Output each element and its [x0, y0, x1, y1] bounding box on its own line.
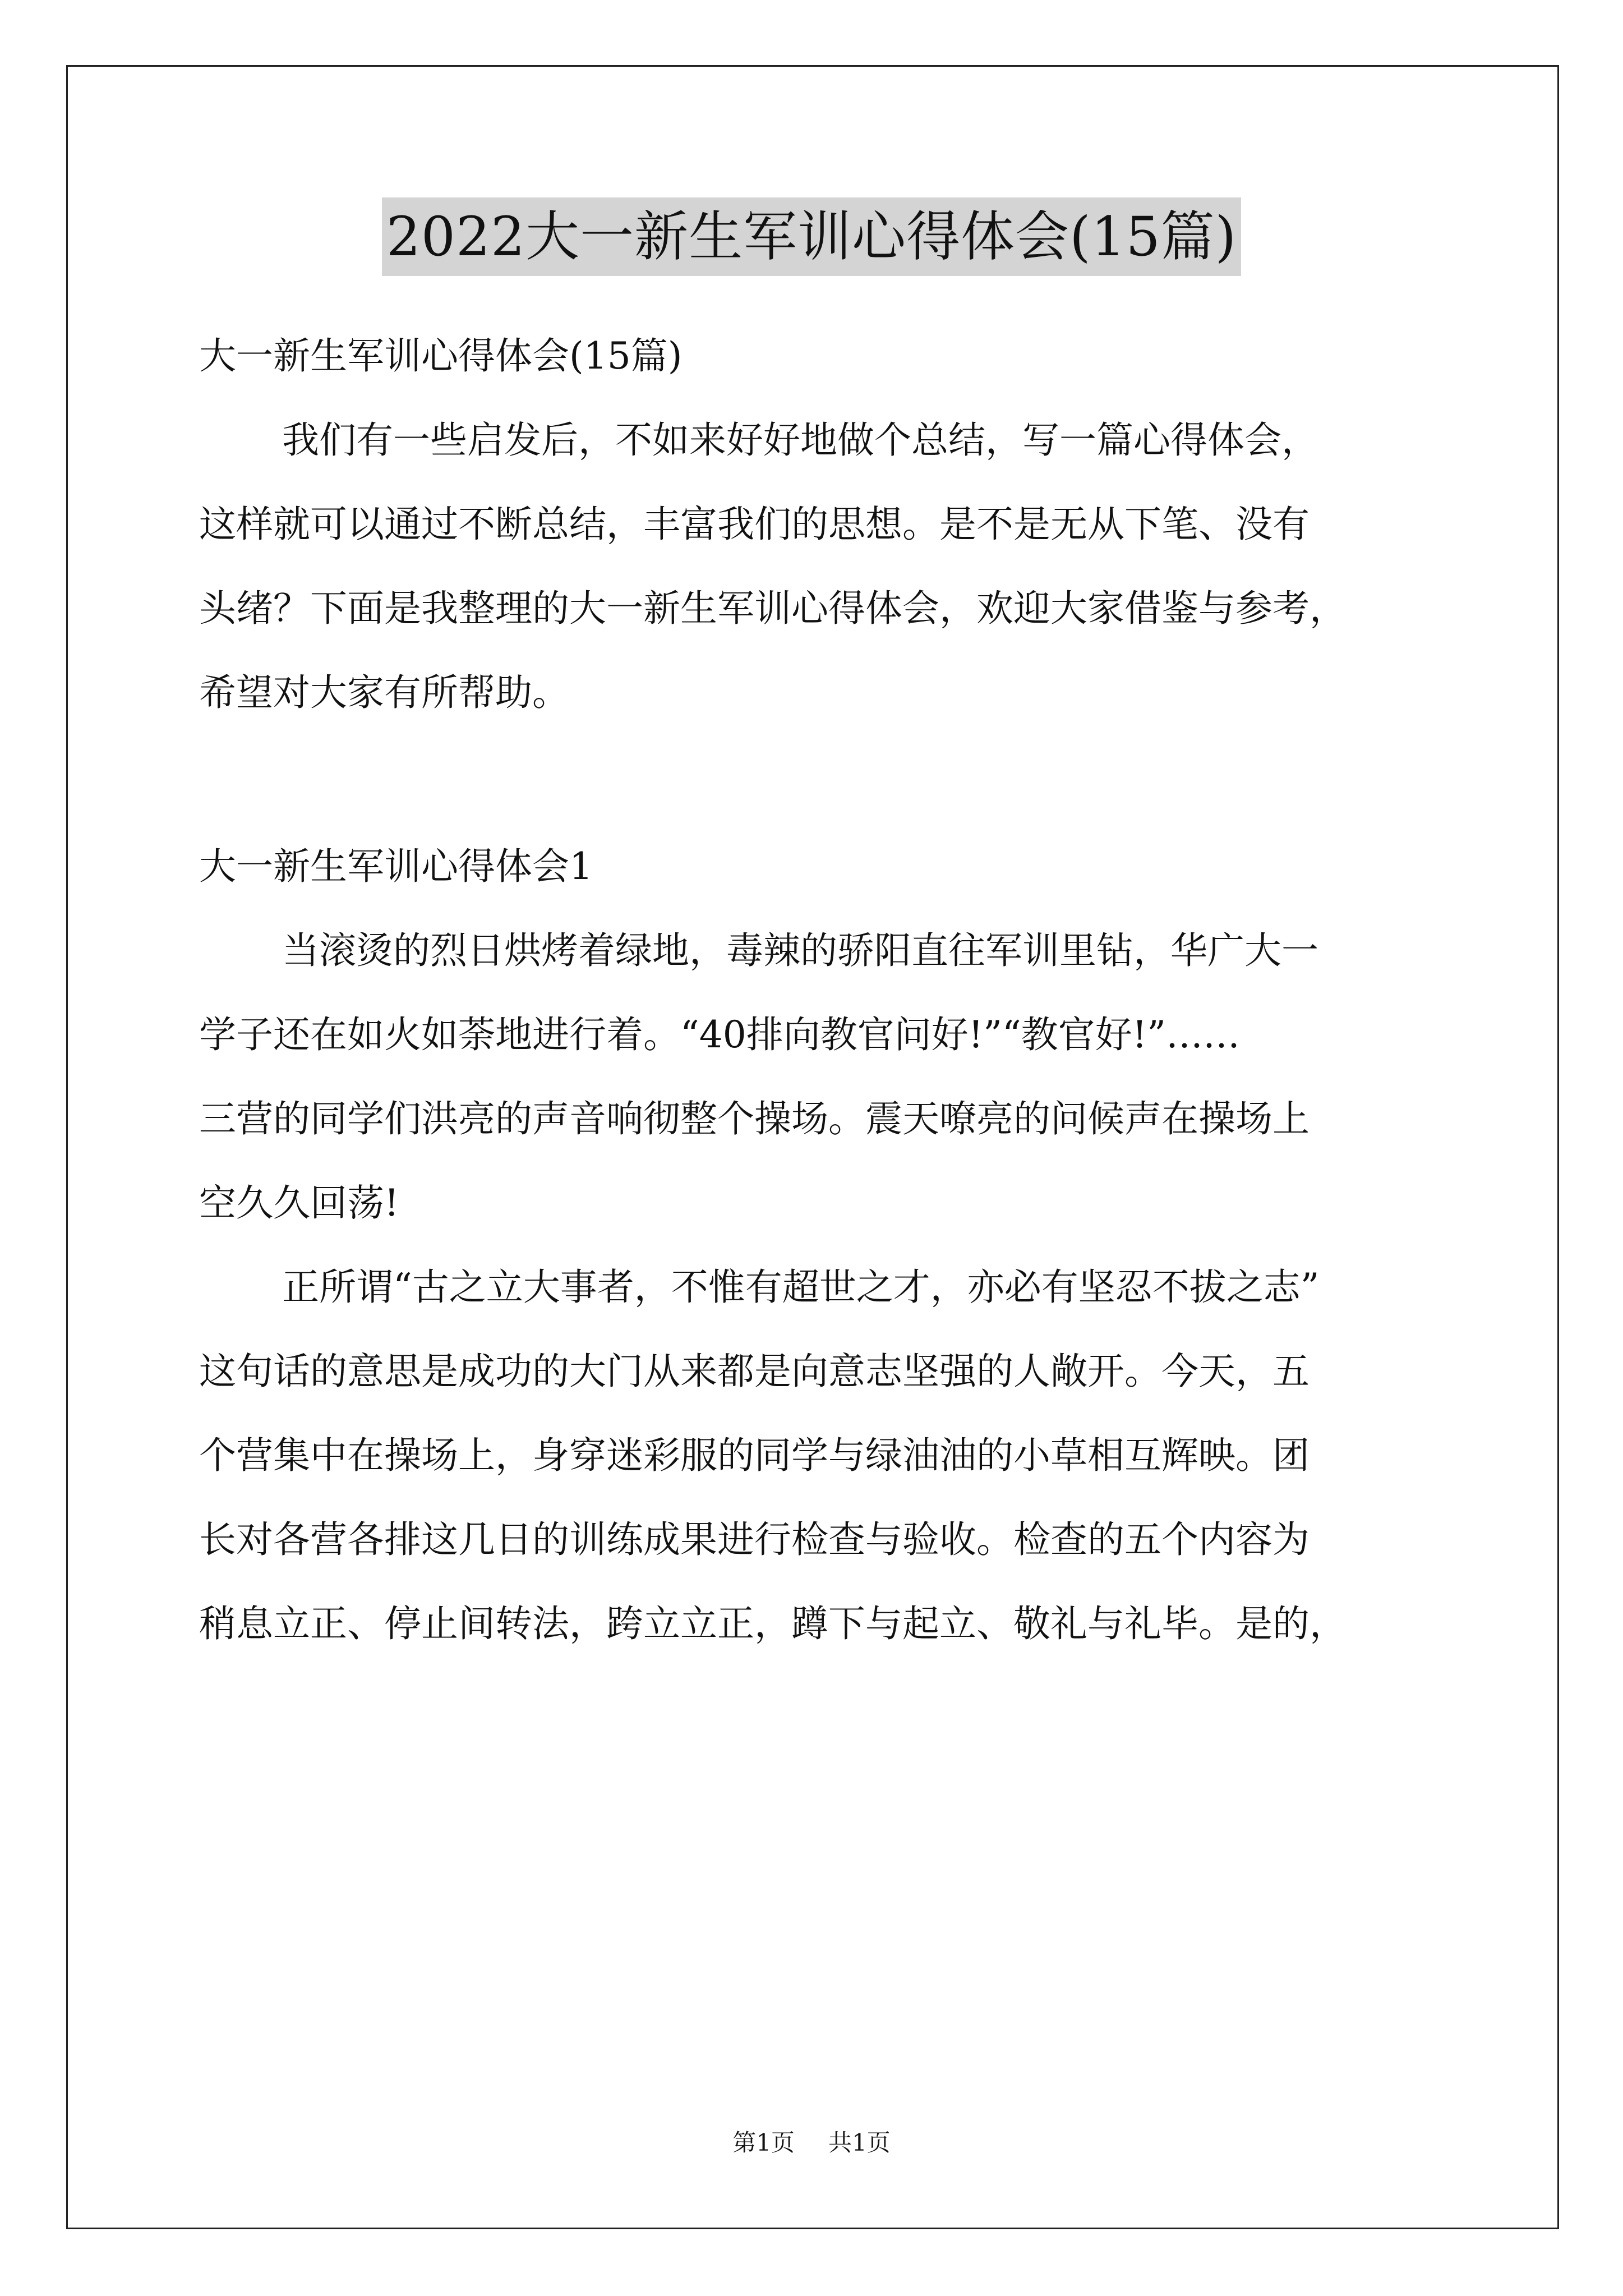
page-footer	[0, 2126, 1623, 2160]
paragraph-line: 三营的同学们洪亮的声音响彻整个操场。震天嘹亮的问候声在操场上	[199, 1097, 1310, 1140]
paragraph-line: 长对各营各排这几日的训练成果进行检查与验收。检查的五个内容为	[199, 1518, 1310, 1561]
intro-line: 希望对大家有所帮助。	[199, 671, 569, 714]
document-body	[199, 314, 1427, 1666]
document-subtitle: 大一新生军训心得体会(15篇)	[199, 334, 683, 378]
paragraph-line: 个营集中在操场上，身穿迷彩服的同学与绿油油的小草相互辉映。团	[199, 1434, 1310, 1477]
section-heading: 大一新生军训心得体会1	[199, 845, 593, 888]
intro-line: 我们有一些启发后，不如来好好地做个总结，写一篇心得体会，	[282, 418, 1318, 462]
paragraph-line: 这句话的意思是成功的大门从来都是向意志坚强的人敞开。今天，五	[199, 1350, 1310, 1393]
paragraph-line: 学子还在如火如荼地进行着。“40排向教官问好!”“教官好!”……	[199, 1013, 1240, 1056]
document-title: 2022大一新生军训心得体会(15篇)	[382, 197, 1241, 276]
intro-line: 头绪？下面是我整理的大一新生军训心得体会，欢迎大家借鉴与参考，	[199, 587, 1347, 630]
paragraph-line: 稍息立正、停止间转法，跨立立正，蹲下与起立、敬礼与礼毕。是的，	[199, 1602, 1347, 1645]
paragraph-line: 当滚烫的烈日烘烤着绿地，毒辣的骄阳直往军训里钻，华广大一	[282, 929, 1318, 972]
title-area	[0, 197, 1623, 276]
spacer	[199, 735, 1427, 825]
paragraph-line: 正所谓“古之立大事者，不惟有超世之才，亦必有坚忍不拔之志”	[282, 1266, 1320, 1309]
page-total: 共1页	[828, 2129, 891, 2156]
paragraph-line: 空久久回荡!	[199, 1181, 399, 1225]
page-number: 第1页	[732, 2129, 795, 2156]
intro-line: 这样就可以通过不断总结，丰富我们的思想。是不是无从下笔、没有	[199, 503, 1310, 546]
